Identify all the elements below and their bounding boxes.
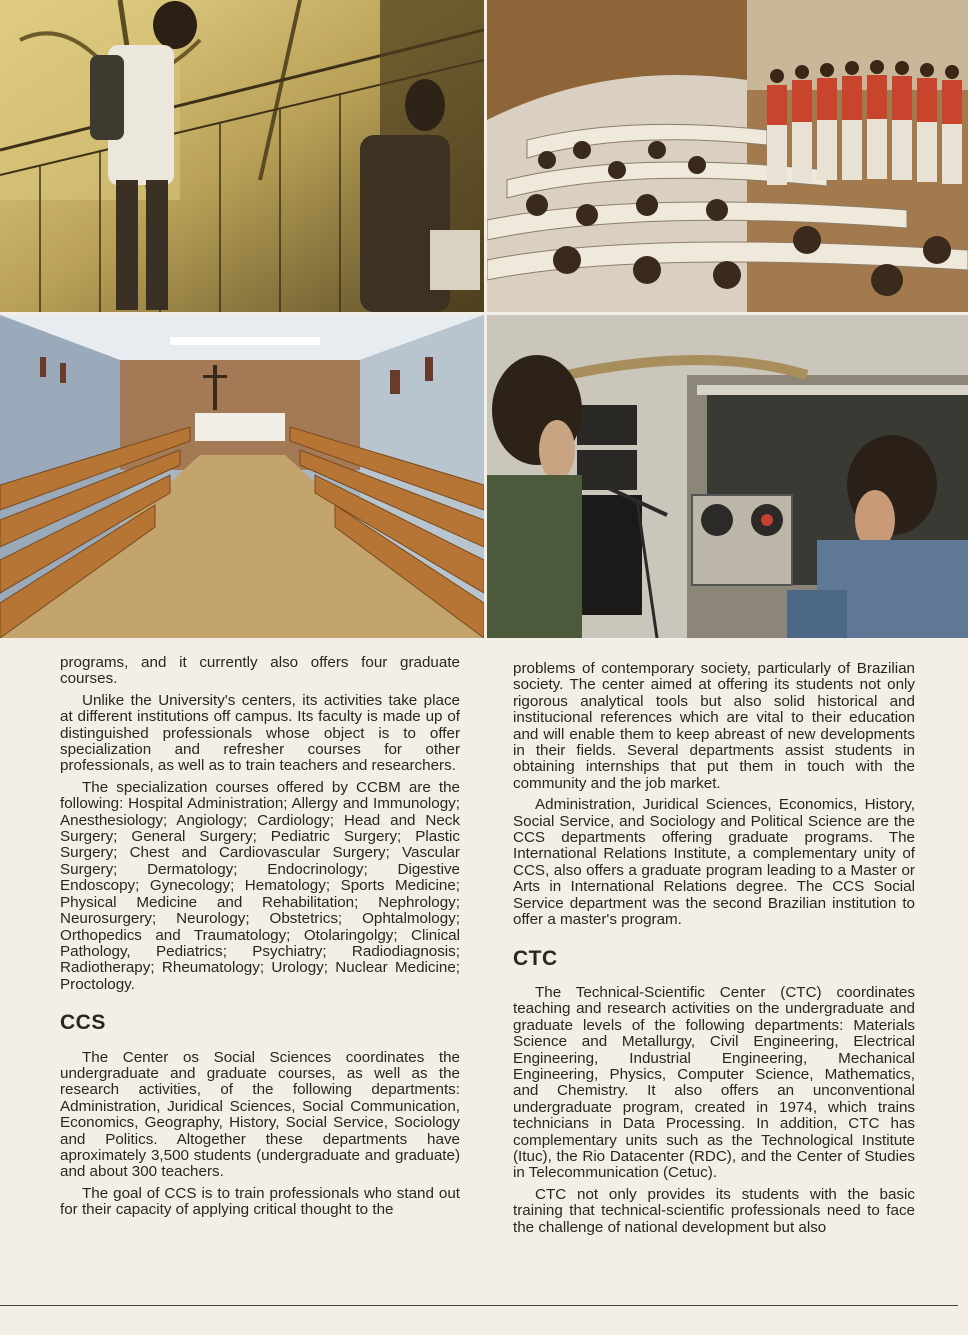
paragraph: The goal of CCS is to train professionals who stand out for their capacity of applying critical thought to the	[60, 1184, 460, 1219]
paragraph: CTC not only provides its students with the basic training that technical-scientific professionals need to face the challenge of national development but also	[513, 1185, 915, 1236]
section-heading-ccs: CCS	[60, 1011, 106, 1035]
photo-recording-studio	[487, 315, 968, 638]
paragraph: programs, and it currently also offers four graduate courses.	[60, 654, 460, 688]
bottom-rule	[0, 1305, 958, 1306]
paragraph: problems of contemporary society, particularly of Brazilian society. The center aimed at offering its students not only rigorous analytical tools but also solid historical and institucional references which are vital to their education and will enable them to keep abreast of new developments in their fields. Several departments assist students in obtaining internships that put them in touch with the community and the job market.	[513, 660, 915, 792]
paragraph: The Technical-Scientific Center (CTC) coordinates teaching and research activities on the undergraduate and graduate levels of the following departments: Materials Science and Metallurgy, Civil Engineering, Electrical Engineering, Industrial Engineering, Mechanical Engineering, Physics, Computer Science, Mathematics, and Chemistry. It also offers an unconventional undergraduate program, created in 1974, which trains technicians in Data Processing. In addition, CTC has complementary units such as the Technological Institute (Ituc), the Rio Datacenter (RDC), and the Center of Studies in Telecommunication (Cetuc).	[513, 983, 915, 1182]
paragraph: Unlike the University's centers, its activities take place at different institutions off campus. Its faculty is made up of distinguished professionals whose object is to offer specialization and refresher courses for other professionals, as well as to train teachers and researchers.	[60, 691, 460, 775]
text-column-right	[513, 661, 915, 1236]
photo-choir-auditorium	[487, 0, 968, 312]
paragraph: The specialization courses offered by CCBM are the following: Hospital Administration; Allergy and Immunology; Anesthesiology; Angiology; Cardiology; Head and Neck Surgery; General Surgery; Pediatric Surgery; Plastic Surgery; Chest and Cardiovascular Surgery; Vascular Surgery; Dermatology; Endocrinology; Digestive Endoscopy; Gynecology; Hematology; Sports Medicine; Physical Medicine and Rehabilitation; Nephrology; Neurosurgery; Neurology; Obstetrics; Ophtalmology; Orthopedics and Traumatology; Otolaringolgy; Clinical Pathology, Pediatrics; Psychiatry; Radiodiagnosis; Radiotherapy; Rheumatology; Urology; Nuclear Medicine; Proctology.	[60, 778, 460, 993]
photo-students-stairway	[0, 0, 484, 312]
section-heading-ctc: CTC	[513, 946, 558, 970]
photo-chapel-interior	[0, 315, 484, 638]
text-column-left	[60, 655, 460, 1219]
paragraph: The Center os Social Sciences coordinates the undergraduate and graduate courses, as well as the research activities, of the following departments: Administration, Juridical Sciences, Social Communication, Economics, Geography, History, Social Service, Sociology and Politics. Altogether these departments have aproximately 3,500 students (undergraduate and graduate) and about 300 teachers.	[60, 1048, 460, 1181]
paragraph: Administration, Juridical Sciences, Economics, History, Social Service, and Sociology and Political Science are the CCS departments offering graduate programs. The International Relations Institute, a complementary unity of CCS, also offers a graduate program leading to a Master or Arts in International Relations degree. The CCS Social Service department was the second Brazilian institution to offer a master's program.	[513, 796, 915, 929]
